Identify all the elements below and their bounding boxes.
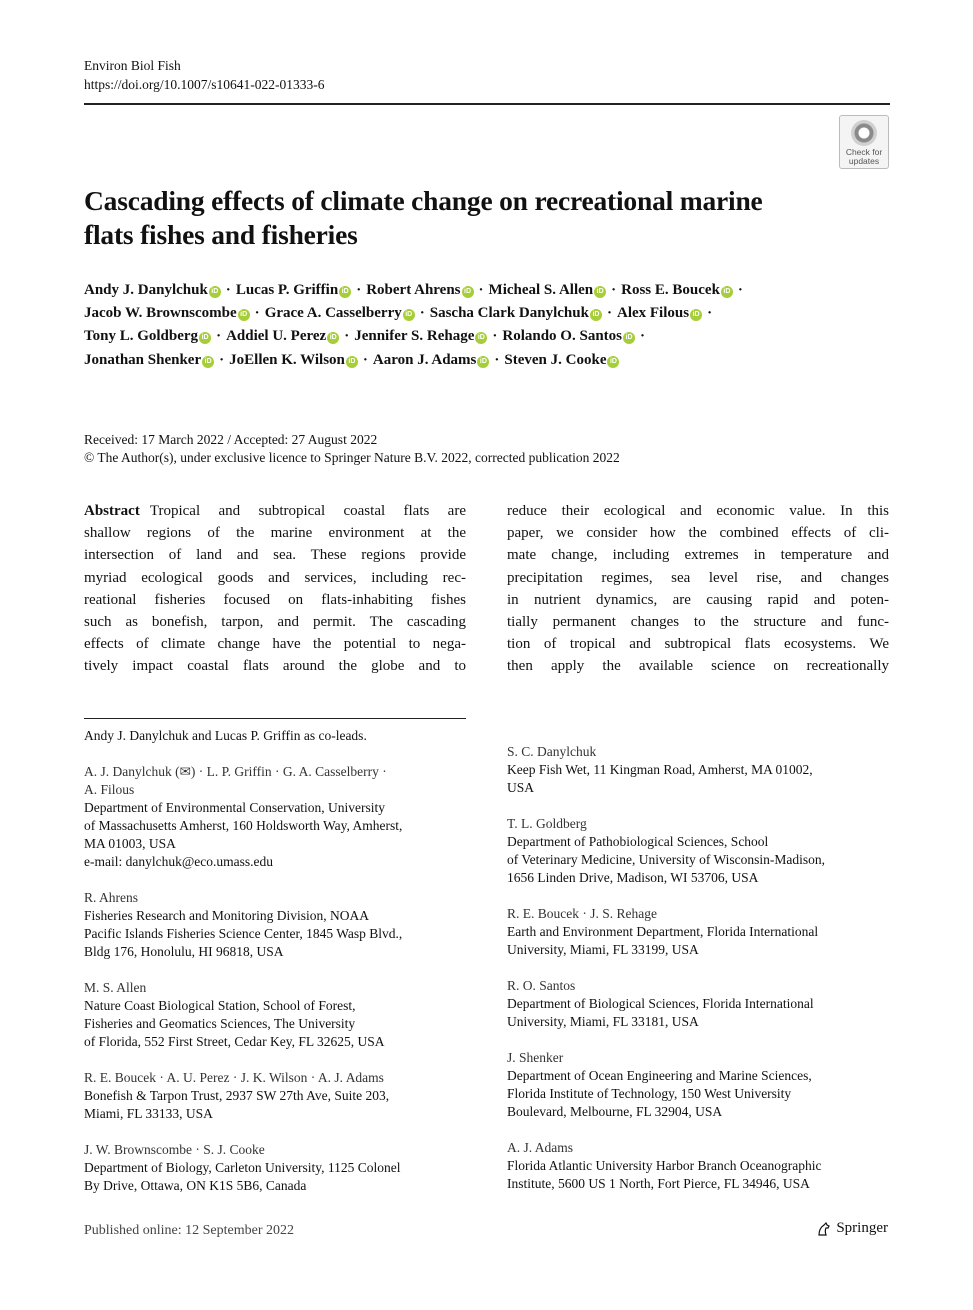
header-rule	[84, 103, 890, 105]
colead-note: Andy J. Danylchuk and Lucas P. Griffin as co-leads.	[84, 728, 367, 743]
abstract-line: reational fisheries focused on flats-inhabiting fishes	[84, 591, 466, 608]
affiliation-address: Bldg 176, Honolulu, HI 96818, USA	[84, 944, 284, 959]
author-name[interactable]: Rolando O. Santos	[502, 328, 622, 345]
author-name[interactable]: Addiel U. Perez	[226, 328, 327, 345]
affiliation-address: Florida Institute of Technology, 150 West University	[507, 1086, 792, 1101]
orcid-icon[interactable]: iD	[623, 332, 635, 344]
abstract-line: reduce their ecological and economic value. In this	[507, 503, 889, 519]
affiliation-address: Bonefish & Tarpon Trust, 2937 SW 27th Ave, Suite 203,	[84, 1088, 390, 1103]
affiliation-address: Institute, 5600 US 1 North, Fort Pierce, FL 34946, USA	[507, 1176, 810, 1191]
springer-horse-icon	[816, 1221, 832, 1237]
orcid-icon[interactable]: iD	[403, 309, 415, 321]
affiliation-authors: R. Ahrens	[84, 890, 138, 905]
orcid-icon[interactable]: iD	[199, 332, 211, 344]
affiliation-address: Florida Atlantic University Harbor Branch Oceanographic	[507, 1158, 822, 1173]
abstract-left-column	[84, 500, 466, 678]
abstract-right-column	[507, 500, 889, 678]
author-name[interactable]: Robert Ahrens	[366, 282, 461, 298]
affiliation-block	[507, 815, 825, 887]
author-name[interactable]: Tony L. Goldberg	[84, 328, 199, 345]
affiliation-address: Earth and Environment Department, Florida International	[507, 924, 819, 939]
author-line	[84, 349, 890, 372]
affiliation-address: MA 01003, USA	[84, 836, 176, 851]
abstract-line: intersection of land and sea. These regions provide	[84, 547, 466, 564]
author-list	[84, 279, 890, 372]
author-email[interactable]: e-mail: danylchuk@eco.umass.edu	[84, 854, 273, 869]
affiliation-authors: A. J. Danylchuk (✉) · L. P. Griffin · G. A. Casselberry ·	[84, 764, 387, 779]
orcid-icon[interactable]: iD	[209, 286, 221, 298]
orcid-icon[interactable]: iD	[721, 286, 733, 298]
published-online: Published online: 12 September 2022	[84, 1223, 294, 1238]
received-accepted: Received: 17 March 2022 / Accepted: 27 August 2022	[84, 432, 378, 447]
author-line	[84, 302, 890, 325]
affiliation-address: University, Miami, FL 33199, USA	[507, 942, 699, 957]
journal-name: Environ Biol Fish	[84, 58, 181, 73]
author-name[interactable]: Sascha Clark Danylchuk	[429, 305, 589, 322]
affiliation-authors: J. W. Brownscombe · S. J. Cooke	[84, 1142, 265, 1157]
affiliation-address: Department of Biological Sciences, Florida International	[507, 996, 814, 1011]
affiliation-address: of Massachusetts Amherst, 160 Holdsworth Way, Amherst,	[84, 818, 403, 833]
affiliation-authors: A. Filous	[84, 782, 135, 797]
orcid-icon[interactable]: iD	[690, 309, 702, 321]
affiliation-block	[84, 1141, 400, 1195]
author-separator: ·	[737, 282, 743, 298]
author-name[interactable]: Jennifer S. Rehage	[354, 328, 475, 345]
orcid-icon[interactable]: iD	[590, 309, 602, 321]
author-separator: ·	[216, 328, 222, 345]
affiliation-address: 1656 Linden Drive, Madison, WI 53706, USA	[507, 870, 759, 885]
affiliation-authors: S. C. Danylchuk	[507, 744, 597, 759]
springer-logo	[816, 1220, 888, 1237]
affiliation-address: By Drive, Ottawa, ON K1S 5B6, Canada	[84, 1178, 307, 1193]
orcid-icon[interactable]: iD	[477, 356, 489, 368]
author-separator: ·	[707, 305, 713, 322]
affiliation-address: Fisheries and Geomatics Sciences, The University	[84, 1016, 356, 1031]
affiliation-block	[507, 977, 814, 1031]
check-for-updates-badge[interactable]: Check for updates	[839, 115, 889, 169]
affiliation-authors: M. S. Allen	[84, 980, 147, 995]
footnote-rule	[84, 718, 466, 719]
affiliation-block	[507, 743, 813, 797]
abstract-line: tion of tropical and subtropical flats ecosystems. We	[507, 636, 889, 653]
author-line	[84, 325, 890, 348]
affiliation-authors: J. Shenker	[507, 1050, 564, 1065]
author-separator: ·	[225, 282, 231, 298]
author-separator: ·	[219, 351, 225, 368]
author-separator: ·	[356, 282, 362, 298]
author-separator: ·	[362, 351, 368, 368]
article-title: Cascading effects of climate change on recreational marine flats fishes and fisheries	[84, 185, 763, 250]
author-line	[84, 279, 890, 302]
affiliation-block	[507, 1139, 822, 1193]
abstract-line: tially permanent changes to the structure and func-	[507, 613, 889, 630]
abstract-line: paper, we consider how the combined effects of cli-	[507, 525, 889, 542]
abstract-heading: Abstract	[84, 503, 140, 519]
abstract-line: then apply the available science on recreationally	[507, 658, 889, 675]
affiliation-address: Department of Biology, Carleton University, 1125 Colonel	[84, 1160, 401, 1175]
affiliation-address: Department of Pathobiological Sciences, School	[507, 834, 769, 849]
affiliation-block	[84, 889, 402, 961]
author-separator: ·	[419, 305, 425, 322]
author-name[interactable]: Alex Filous	[616, 305, 690, 322]
affiliation-address: of Veterinary Medicine, University of Wisconsin-Madison,	[507, 852, 826, 867]
author-name[interactable]: Grace A. Casselberry	[264, 305, 402, 322]
orcid-icon[interactable]: iD	[475, 332, 487, 344]
author-separator: ·	[344, 328, 350, 345]
author-name[interactable]: Steven J. Cooke	[504, 351, 607, 368]
orcid-icon[interactable]: iD	[607, 356, 619, 368]
orcid-icon[interactable]: iD	[462, 286, 474, 298]
abstract-line: shallow regions of the marine environment at the	[84, 525, 466, 542]
check-updates-icon	[851, 120, 877, 146]
affiliation-authors: R. E. Boucek · A. U. Perez · J. K. Wilson · A. J. Adams	[84, 1070, 384, 1085]
affiliation-block	[84, 979, 384, 1051]
affiliation-block	[507, 1049, 812, 1121]
author-separator: ·	[254, 305, 260, 322]
author-name[interactable]: Aaron J. Adams	[372, 351, 477, 368]
orcid-icon[interactable]: iD	[594, 286, 606, 298]
abstract-line: Abstract Tropical and subtropical coastal flats are	[84, 503, 466, 519]
author-separator: ·	[492, 328, 498, 345]
abstract-line: precipitation regimes, sea level rise, and changes	[507, 569, 889, 586]
affiliation-address: Department of Ocean Engineering and Marine Sciences,	[507, 1068, 812, 1083]
abstract-line: mate change, including extremes in temperature and	[507, 547, 889, 564]
orcid-icon[interactable]: iD	[238, 309, 250, 321]
author-separator: ·	[611, 282, 617, 298]
affiliation-address: of Florida, 552 First Street, Cedar Key, FL 32625, USA	[84, 1034, 385, 1049]
article-dates	[84, 431, 620, 467]
author-name[interactable]: Jonathan Shenker	[84, 351, 202, 368]
affiliation-address: Pacific Islands Fisheries Science Center, 1845 Wasp Blvd.,	[84, 926, 403, 941]
author-separator: ·	[478, 282, 484, 298]
affiliation-block	[84, 763, 402, 871]
affiliation-block	[84, 1069, 389, 1123]
orcid-icon[interactable]: iD	[202, 356, 214, 368]
orcid-icon[interactable]: iD	[327, 332, 339, 344]
affiliation-address: Nature Coast Biological Station, School of Forest,	[84, 998, 356, 1013]
orcid-icon[interactable]: iD	[346, 356, 358, 368]
affiliation-address: Department of Environmental Conservation, University	[84, 800, 386, 815]
abstract-line: tively impact coastal flats around the globe and to	[84, 658, 466, 675]
author-name[interactable]: Micheal S. Allen	[488, 282, 594, 298]
author-separator: ·	[494, 351, 500, 368]
affiliation-block	[507, 905, 818, 959]
abstract-line: in nutrient dynamics, are causing rapid and poten-	[507, 591, 889, 608]
author-name[interactable]: Ross E. Boucek	[621, 282, 720, 298]
abstract-line: such as bonefish, tarpon, and permit. The cascading	[84, 613, 466, 630]
affiliation-authors: A. J. Adams	[507, 1140, 574, 1155]
copyright-line: © The Author(s), under exclusive licence to Springer Nature B.V. 2022, corrected publication 2022	[84, 450, 620, 465]
affiliation-authors: R. O. Santos	[507, 978, 576, 993]
author-name[interactable]: JoEllen K. Wilson	[229, 351, 345, 368]
author-separator: ·	[640, 328, 646, 345]
running-header	[84, 56, 325, 94]
abstract-line: effects of climate change have the potential to nega-	[84, 636, 466, 653]
author-separator: ·	[606, 305, 612, 322]
author-name[interactable]: Lucas P. Griffin	[235, 282, 339, 298]
affiliation-address: USA	[507, 780, 535, 795]
affiliation-address: Keep Fish Wet, 11 Kingman Road, Amherst, MA 01002,	[507, 762, 813, 777]
affiliation-authors: R. E. Boucek · J. S. Rehage	[507, 906, 657, 921]
doi-link[interactable]: https://doi.org/10.1007/s10641-022-01333-6	[84, 77, 325, 92]
affiliation-address: Miami, FL 33133, USA	[84, 1106, 213, 1121]
affiliation-address: Fisheries Research and Monitoring Division, NOAA	[84, 908, 369, 923]
orcid-icon[interactable]: iD	[339, 286, 351, 298]
affiliation-authors: T. L. Goldberg	[507, 816, 587, 831]
publisher-name: Springer	[836, 1220, 888, 1236]
affiliation-address: Boulevard, Melbourne, FL 32904, USA	[507, 1104, 723, 1119]
author-name[interactable]: Jacob W. Brownscombe	[84, 305, 237, 322]
author-name[interactable]: Andy J. Danylchuk	[84, 282, 208, 298]
affiliation-address: University, Miami, FL 33181, USA	[507, 1014, 699, 1029]
abstract-line: myriad ecological goods and services, including rec-	[84, 569, 466, 586]
